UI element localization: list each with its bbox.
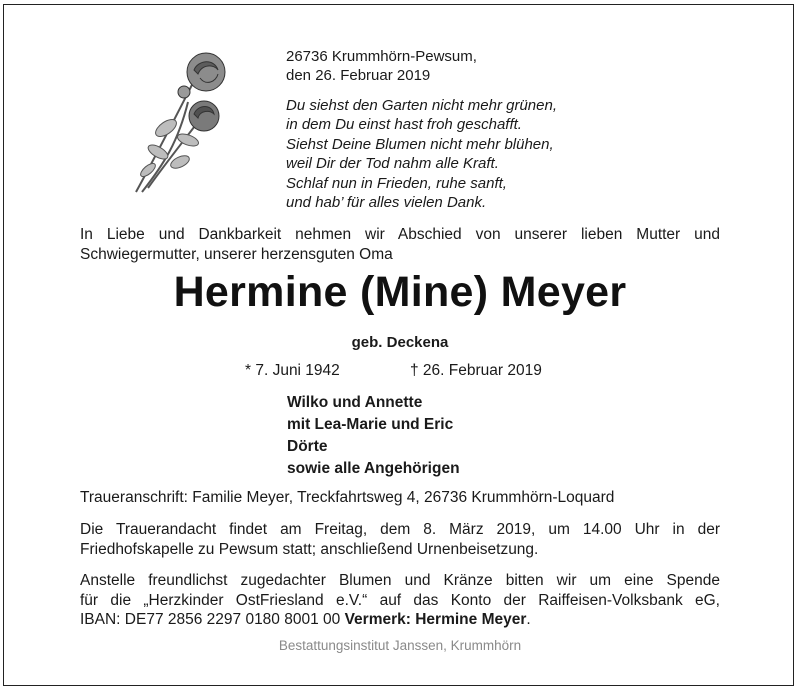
rose-illustration bbox=[118, 42, 248, 198]
intro-line: Schwiegermutter, unserer herzensguten Oma bbox=[80, 245, 393, 263]
mourner: Dörte bbox=[287, 438, 328, 455]
poem-line: und hab’ für alles vielen Dank. bbox=[286, 194, 487, 212]
donation-line: Anstelle freundlichst zugedachter Blumen und Kränze bitten wir um eine Spende bbox=[80, 572, 720, 589]
poem-line: Schlaf nun in Frieden, ruhe sanft, bbox=[286, 174, 507, 192]
service-line: Friedhofskapelle zu Pewsum statt; anschließend Urnenbeisetzung. bbox=[80, 540, 539, 558]
mourner: sowie alle Angehörigen bbox=[287, 460, 460, 477]
place: 26736 Krummhörn-Pewsum, bbox=[286, 48, 477, 65]
intro-text bbox=[80, 225, 720, 264]
mourner: Wilko und Annette bbox=[287, 394, 423, 411]
service-line: Die Trauerandacht findet am Freitag, dem 8. März 2019, um 14.00 Uhr in der bbox=[80, 521, 720, 538]
donation-line: für die „Herzkinder OstFriesland e.V.“ auf das Konto der Raiffeisen-Volksbank eG, bbox=[80, 591, 720, 609]
poem-line: weil Dir der Tod nahm alle Kraft. bbox=[286, 155, 499, 173]
mourners-list bbox=[287, 392, 460, 480]
mourning-address: Traueranschrift: Familie Meyer, Treckfahrtsweg 4, 26736 Krummhörn-Loquard bbox=[80, 489, 615, 506]
donation-line-iban bbox=[80, 611, 531, 628]
poem bbox=[286, 96, 557, 212]
undertaker-credit: Bestattungsinstitut Janssen, Krummhörn bbox=[278, 638, 522, 653]
intro-line: In Liebe und Dankbarkeit nehmen wir Abschied von unserer lieben Mutter und bbox=[80, 226, 720, 243]
period: . bbox=[526, 611, 531, 628]
birth-date: * 7. Juni 1942 bbox=[245, 362, 340, 379]
donation-reference: Vermerk: Hermine Meyer bbox=[344, 611, 527, 628]
death-date: † 26. Februar 2019 bbox=[410, 362, 542, 379]
iban: IBAN: DE77 2856 2297 0180 8001 00 bbox=[80, 611, 341, 628]
date: den 26. Februar 2019 bbox=[286, 67, 431, 84]
poem-line: in dem Du einst hast froh geschafft. bbox=[286, 116, 522, 134]
place-date bbox=[286, 47, 477, 85]
poem-line: Siehst Deine Blumen nicht mehr blühen, bbox=[286, 135, 554, 153]
donation-info bbox=[80, 571, 720, 630]
birth-name: geb. Deckena bbox=[351, 334, 449, 351]
poem-line: Du siehst den Garten nicht mehr grünen, bbox=[286, 97, 557, 114]
mourner: mit Lea-Marie und Eric bbox=[287, 416, 454, 433]
deceased-name: Hermine (Mine) Meyer bbox=[173, 268, 627, 316]
service-info bbox=[80, 520, 720, 559]
